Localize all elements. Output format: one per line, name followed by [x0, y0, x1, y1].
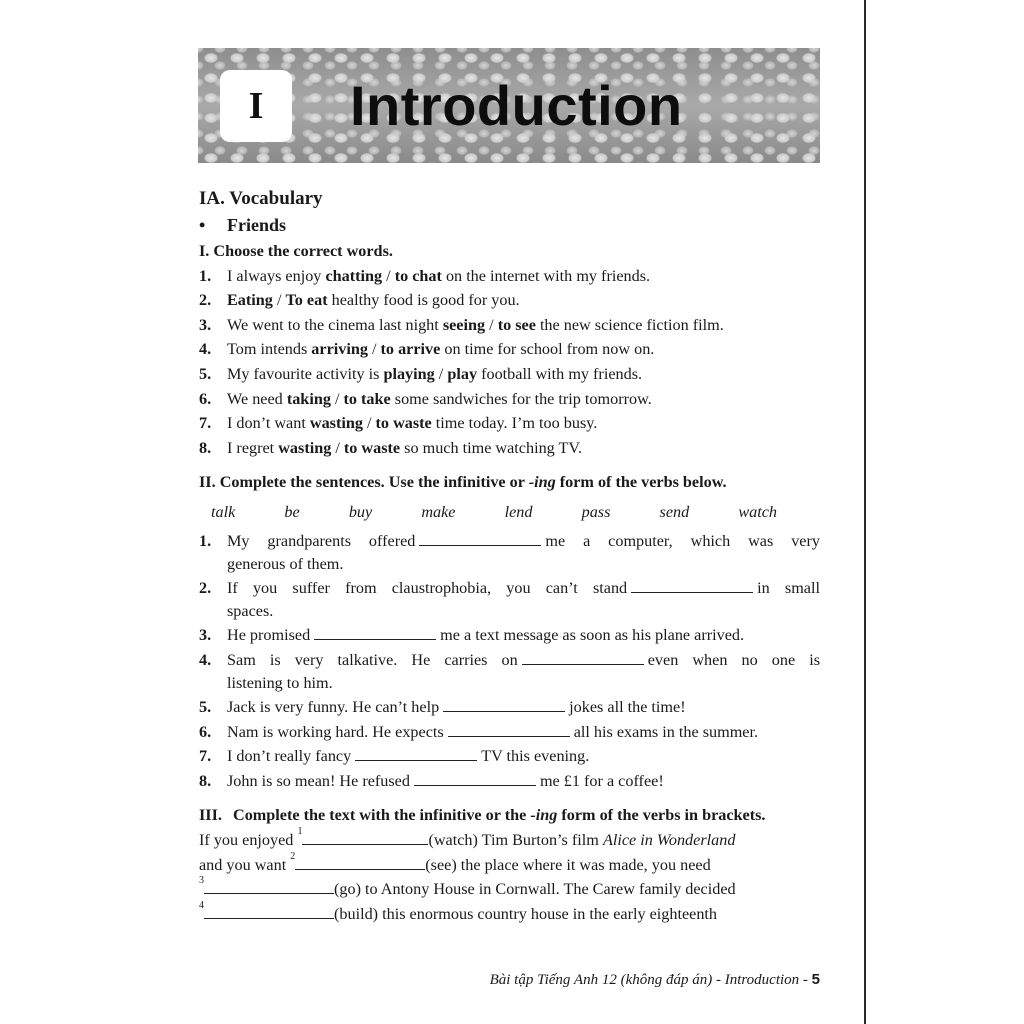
exercise-2-item: [199, 623, 820, 648]
item-text: I don’t want wasting / to waste time today. I’m too busy.: [227, 414, 598, 433]
item-text: My favourite activity is playing / play football with my friends.: [227, 364, 643, 383]
item-number: 3.: [199, 315, 212, 334]
exercise-3-heading: III. Complete the text with the infinitive or the -ing form of the verbs in brackets.: [199, 806, 766, 825]
text-line-1: If you enjoyed $^1$ (watch) Tim Burton’s film Alice in Wonderland: [199, 826, 736, 850]
item-number: 2.: [199, 291, 212, 310]
item-number: 7.: [199, 747, 212, 766]
exercise-1-item: [199, 264, 820, 289]
item-text: I don’t really fancy TV this evening.: [227, 747, 590, 766]
exercise-2-item: [199, 720, 820, 745]
exercise-1-list: [199, 264, 820, 461]
choice-b[interactable]: play: [447, 364, 478, 383]
chapter-number-badge: I: [220, 70, 292, 142]
word-bank-item: lend: [504, 502, 533, 521]
answer-blank[interactable]: [295, 855, 425, 870]
section-title: IA. Vocabulary: [199, 188, 323, 209]
answer-blank[interactable]: [522, 650, 644, 665]
item-text: Tom intends arriving / to arrive on time for school from now on.: [227, 340, 655, 359]
answer-blank[interactable]: [302, 830, 428, 845]
bullet-icon: •: [199, 215, 206, 235]
item-text: John is so mean! He refused me £1 for a coffee!: [227, 771, 664, 790]
word-bank-item: buy: [348, 502, 373, 521]
exercise-2-item: [199, 576, 820, 601]
item-text: We need taking / to take some sandwiches for the trip tomorrow.: [227, 389, 652, 408]
answer-blank[interactable]: [631, 578, 753, 593]
item-text: Eating / To eat healthy food is good for you.: [227, 291, 520, 310]
answer-blank[interactable]: [443, 697, 565, 712]
choice-b[interactable]: to chat: [394, 266, 442, 285]
topic-label: Friends: [227, 215, 287, 235]
word-bank-item: make: [421, 502, 456, 521]
text-line-4: $^4$ (build) this enormous country house in the early eighteenth: [199, 899, 718, 923]
exercise-1-item: [199, 362, 820, 387]
exercise-1-item: [199, 313, 820, 338]
word-bank-item: be: [284, 502, 300, 521]
item-text: Jack is very funny. He can’t help jokes all the time!: [227, 698, 686, 717]
choice-a[interactable]: Eating: [227, 291, 273, 310]
answer-blank[interactable]: [419, 531, 541, 546]
exercise-2-item: [199, 769, 820, 794]
choice-b[interactable]: to arrive: [380, 340, 441, 359]
choice-a[interactable]: taking: [286, 389, 331, 408]
item-number: 3.: [199, 626, 212, 645]
item-number: 6.: [199, 722, 212, 741]
exercise-1-item: [199, 436, 820, 461]
choice-a[interactable]: arriving: [311, 340, 368, 359]
choice-a[interactable]: seeing: [442, 315, 486, 334]
answer-blank[interactable]: [414, 771, 536, 786]
item-continuation: spaces.: [227, 601, 274, 620]
item-number: 7.: [199, 414, 212, 433]
item-text: I regret wasting / to waste so much time watching TV.: [227, 438, 583, 457]
exercise-1-item: [199, 411, 820, 436]
exercise-3-text: [199, 828, 820, 926]
topic-bullet: [199, 212, 820, 239]
item-number: 8.: [199, 771, 212, 790]
exercise-2-item: [199, 648, 820, 673]
choice-a[interactable]: chatting: [325, 266, 383, 285]
item-number: 2.: [199, 579, 212, 598]
page-number: 5: [811, 971, 820, 988]
answer-blank[interactable]: [448, 722, 570, 737]
choice-b[interactable]: to waste: [375, 414, 432, 433]
answer-blank[interactable]: [204, 904, 334, 919]
item-text: My grandparents offered me a computer, which was very: [227, 531, 820, 550]
item-number: 8.: [199, 438, 212, 457]
item-continuation: listening to him.: [227, 673, 333, 692]
item-text: Nam is working hard. He expects all his exams in the summer.: [227, 722, 759, 741]
exercise-2-heading: II. Complete the sentences. Use the infinitive or -ing form of the verbs below.: [199, 473, 727, 492]
exercise-2-list: [199, 529, 820, 794]
exercise-1-item: [199, 288, 820, 313]
answer-blank[interactable]: [314, 625, 436, 640]
item-number: 1.: [199, 531, 212, 550]
item-number: 6.: [199, 389, 212, 408]
word-bank-item: send: [659, 502, 690, 521]
exercise-2-item: [199, 529, 820, 554]
page-content: [199, 186, 820, 926]
answer-blank[interactable]: [204, 879, 334, 894]
choice-b[interactable]: To eat: [285, 291, 328, 310]
item-text: Sam is very talkative. He carries on even when no one is: [227, 650, 820, 669]
exercise-1-heading: I. Choose the correct words.: [199, 242, 393, 260]
word-bank-item: watch: [738, 502, 777, 521]
page-footer: Bài tập Tiếng Anh 12 (không đáp án) - Introduction - 5: [489, 971, 820, 988]
answer-blank[interactable]: [355, 746, 477, 761]
chapter-title: Introduction: [350, 74, 683, 137]
choice-a[interactable]: wasting: [278, 438, 332, 457]
item-text: We went to the cinema last night seeing / to see the new science fiction film.: [227, 315, 724, 334]
item-number: 4.: [199, 650, 212, 669]
item-number: 1.: [199, 266, 212, 285]
choice-b[interactable]: to take: [343, 389, 391, 408]
item-number: 4.: [199, 340, 212, 359]
exercise-1-item: [199, 387, 820, 412]
item-continuation: generous of them.: [227, 554, 344, 573]
choice-a[interactable]: playing: [383, 364, 435, 383]
item-number: 5.: [199, 698, 212, 717]
item-text: If you suffer from claustrophobia, you can’t stand in small: [227, 579, 820, 598]
page-edge-line: [864, 0, 866, 1024]
item-text: I always enjoy chatting / to chat on the internet with my friends.: [227, 266, 651, 285]
text-line-2: and you want $^2$ (see) the place where it was made, you need: [199, 850, 711, 874]
word-bank-item: talk: [211, 502, 236, 521]
choice-a[interactable]: wasting: [309, 414, 363, 433]
choice-b[interactable]: to waste: [343, 438, 401, 457]
word-bank: [211, 495, 777, 529]
chapter-banner: [198, 48, 820, 163]
exercise-1-item: [199, 337, 820, 362]
exercise-2-item: [199, 695, 820, 720]
item-number: 5.: [199, 364, 212, 383]
word-bank-item: pass: [581, 502, 611, 521]
choice-b[interactable]: to see: [497, 315, 536, 334]
item-text: He promised me a text message as soon as his plane arrived.: [227, 626, 745, 645]
text-line-3: $^3$ (go) to Antony House in Cornwall. The Carew family decided: [199, 875, 736, 899]
exercise-2-item: [199, 744, 820, 769]
